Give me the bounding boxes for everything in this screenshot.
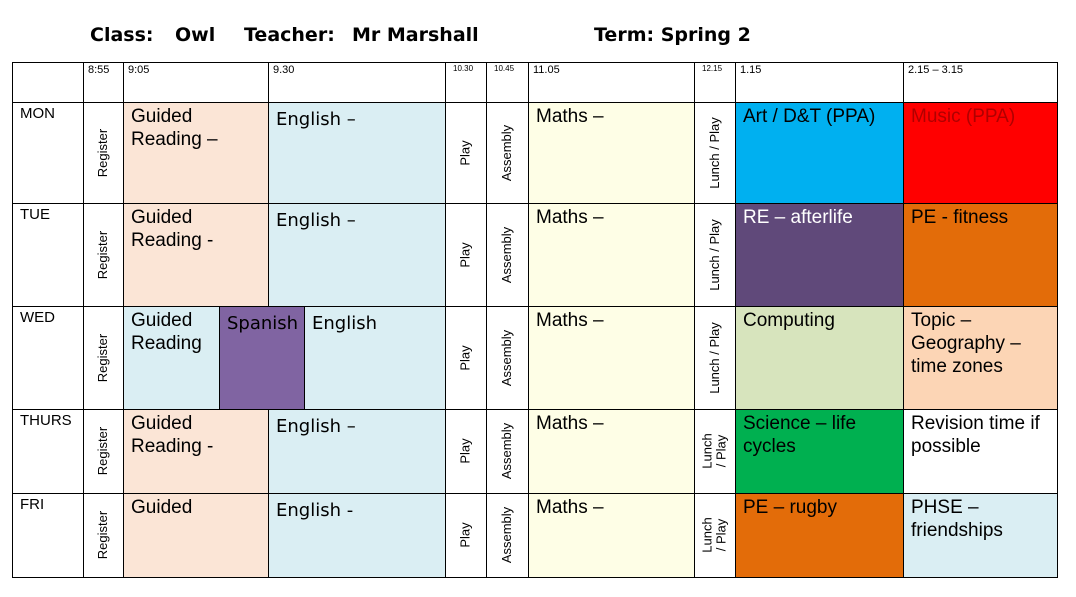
lunch-cell: Lunch / Play bbox=[699, 517, 729, 553]
time-2-15: 2.15 – 3.15 bbox=[908, 64, 964, 76]
pe-rugby-cell: PE – rugby bbox=[735, 493, 903, 577]
maths-cell: Maths – bbox=[528, 102, 694, 203]
spanish-cell: Spanish bbox=[219, 306, 304, 409]
play-cell: Play bbox=[457, 241, 473, 268]
assembly-cell: Assembly bbox=[499, 329, 515, 386]
play-cell: Play bbox=[457, 438, 473, 464]
guided-reading-cell: Guided Reading – bbox=[123, 102, 268, 203]
day-label-fri: FRI bbox=[20, 496, 45, 513]
time-12-15: 12.15 bbox=[702, 64, 723, 73]
day-label-thurs: THURS bbox=[20, 412, 72, 429]
register-cell: Register bbox=[95, 426, 111, 476]
register-cell: Register bbox=[95, 333, 111, 382]
lunch-cell: Lunch / Play bbox=[706, 116, 722, 189]
lunch-cell: Lunch / Play bbox=[699, 433, 729, 469]
topic-geography-cell: Topic – Geography – time zones bbox=[903, 306, 1057, 409]
term-label: Term: Spring 2 bbox=[594, 24, 751, 46]
day-label-wed: WED bbox=[20, 309, 55, 326]
assembly-cell: Assembly bbox=[499, 124, 515, 181]
register-cell: Register bbox=[95, 230, 111, 279]
day-label-mon: MON bbox=[20, 105, 55, 122]
grid-line bbox=[12, 409, 1058, 410]
grid-line bbox=[123, 62, 124, 578]
lunch-cell: Lunch / Play bbox=[706, 321, 722, 394]
english-cell: English – bbox=[268, 102, 445, 203]
assembly-cell: Assembly bbox=[499, 422, 515, 480]
time-8-55: 8:55 bbox=[88, 64, 110, 76]
grid-line bbox=[219, 306, 220, 409]
play-cell: Play bbox=[457, 139, 473, 166]
timetable-header bbox=[0, 24, 1076, 52]
grid-line bbox=[12, 577, 1058, 578]
grid-line bbox=[268, 409, 269, 578]
day-label-tue: TUE bbox=[20, 206, 50, 223]
assembly-cell: Assembly bbox=[499, 226, 515, 283]
grid-line bbox=[903, 62, 904, 578]
grid-line bbox=[12, 306, 1058, 307]
phse-cell: PHSE – friendships bbox=[903, 493, 1057, 577]
register-cell: Register bbox=[95, 128, 111, 177]
time-10-45: 10.45 bbox=[494, 64, 515, 73]
guided-reading-cell: Guided Reading - bbox=[123, 409, 268, 493]
art-dt-cell: Art / D&T (PPA) bbox=[735, 102, 903, 203]
lunch-cell: Lunch / Play bbox=[706, 218, 722, 291]
music-cell: Music (PPA) bbox=[903, 102, 1057, 203]
grid-line bbox=[304, 306, 305, 409]
class-value: Owl bbox=[175, 24, 216, 46]
assembly-cell: Assembly bbox=[499, 506, 515, 564]
re-cell: RE – afterlife bbox=[735, 203, 903, 306]
teacher-label: Teacher: bbox=[244, 24, 335, 46]
grid-line bbox=[12, 62, 13, 578]
teacher-value: Mr Marshall bbox=[352, 24, 479, 46]
grid-line bbox=[528, 62, 529, 578]
grid-line bbox=[694, 62, 695, 578]
grid-line bbox=[12, 102, 1058, 103]
grid-line bbox=[445, 62, 446, 578]
class-label: Class: bbox=[90, 24, 154, 46]
science-cell: Science – life cycles bbox=[735, 409, 903, 493]
time-9-05: 9:05 bbox=[128, 64, 150, 76]
guided-reading-cell: Guided Reading - bbox=[123, 203, 268, 306]
play-cell: Play bbox=[457, 522, 473, 548]
pe-fitness-cell: PE - fitness bbox=[903, 203, 1057, 306]
english-cell: English - bbox=[268, 493, 445, 577]
computing-cell: Computing bbox=[735, 306, 903, 409]
revision-cell: Revision time if possible bbox=[903, 409, 1057, 493]
time-11-05: 11.05 bbox=[533, 64, 560, 76]
maths-cell: Maths – bbox=[528, 203, 694, 306]
maths-cell: Maths – bbox=[528, 306, 694, 409]
grid-line bbox=[486, 62, 487, 578]
grid-line bbox=[12, 203, 1058, 204]
grid-line bbox=[735, 62, 736, 578]
guided-reading-cell: Guided bbox=[123, 493, 268, 577]
grid-line bbox=[12, 493, 1058, 494]
time-1-15: 1.15 bbox=[740, 64, 762, 76]
maths-cell: Maths – bbox=[528, 409, 694, 493]
english-cell: English – bbox=[268, 409, 445, 493]
guided-reading-cell: Guided Reading bbox=[123, 306, 219, 409]
grid-line bbox=[268, 62, 269, 306]
time-9-30: 9.30 bbox=[273, 64, 295, 76]
english-cell: English – bbox=[268, 203, 445, 306]
grid-line bbox=[83, 62, 84, 578]
english-cell: English bbox=[304, 306, 445, 409]
time-10-30: 10.30 bbox=[453, 64, 474, 73]
grid-line bbox=[12, 62, 1058, 63]
maths-cell: Maths – bbox=[528, 493, 694, 577]
grid-line bbox=[1057, 62, 1058, 578]
register-cell: Register bbox=[95, 510, 111, 560]
play-cell: Play bbox=[457, 344, 473, 371]
